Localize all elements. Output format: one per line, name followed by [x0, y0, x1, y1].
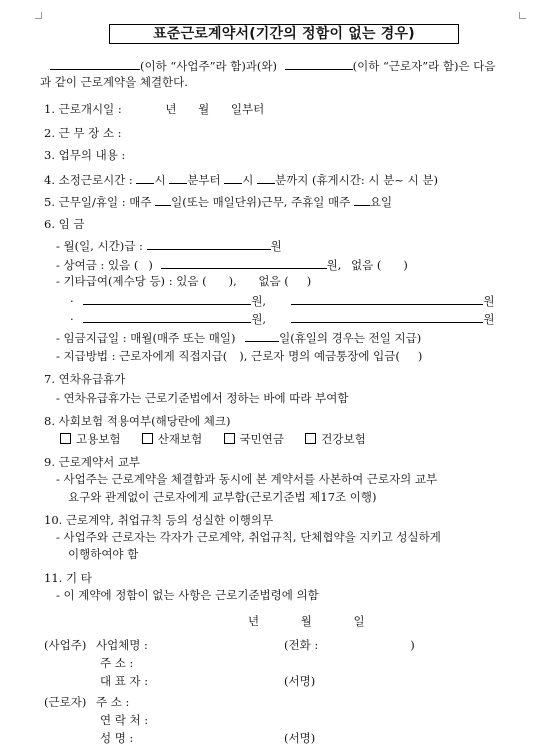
checkbox-icon[interactable]	[305, 433, 316, 444]
crop-mark-top-left	[35, 12, 42, 19]
employer-name-blank[interactable]	[50, 58, 140, 70]
intro-line-2: 과 같이 근로계약을 체결한다.	[40, 75, 188, 89]
contract-delivery-desc-1: - 사업주는 근로계약을 체결함과 동시에 본 계약서를 사본하여 근로자의 교부	[56, 472, 438, 486]
insurance-options	[60, 432, 366, 447]
insurance-option-health[interactable]: 건강보험	[305, 432, 365, 446]
end-hour-blank[interactable]	[224, 172, 242, 184]
intro-line-1: (이하 “사업주”라 함)과(와) (이하 “근로자”라 함)은 다음	[50, 58, 495, 74]
others-desc: - 이 계약에 정함이 없는 사항은 근로기준법령에 의함	[56, 588, 319, 602]
item-workdays: 5. 근무일/휴일 : 매주 일(또는 매일단위)근무, 주휴일 매주 요일	[44, 195, 393, 209]
employer-phone: (전화 : )	[284, 638, 415, 652]
other-pay-line: - 기타급여(제수당 등) : 있음 ( ), 없음 ( )	[56, 274, 312, 288]
worker-name: 성 명 :	[100, 731, 134, 745]
crop-mark-top-right	[519, 12, 526, 19]
contract-delivery-desc-2: 요구와 관계없이 근로자에게 교부함(근로기준법 제17조 이행)	[68, 490, 377, 504]
item-faithful-performance: 10. 근로계약, 취업규칙 등의 성실한 이행의무	[44, 513, 274, 527]
payment-method-line: - 지급방법 : 근로자에게 직접지급( ), 근로자 명의 예금통장에 입금( )	[56, 349, 423, 363]
item-working-hours: 4. 소정근로시간 : 시 분부터 시 분까지 (휴게시간: 시 분~ 시 분)	[44, 173, 438, 187]
weekly-holiday-blank[interactable]	[354, 194, 370, 206]
item-contract-delivery: 9. 근로계약서 교부	[44, 455, 141, 469]
item-start-date: 1. 근로개시일 : 년 월 일부터	[44, 102, 265, 116]
faithful-performance-desc-2: 이행하여야 함	[68, 547, 139, 561]
other-pay-3-blank[interactable]	[83, 311, 251, 323]
workdays-blank[interactable]	[155, 194, 171, 206]
checkbox-icon[interactable]	[60, 433, 71, 444]
item-others: 11. 기 타	[44, 571, 92, 585]
item-wage-heading: 6. 임 금	[44, 217, 85, 231]
bonus-amount-blank[interactable]	[161, 257, 327, 269]
insurance-option-employment[interactable]: 고용보험	[60, 432, 120, 446]
start-hour-blank[interactable]	[136, 172, 154, 184]
insurance-option-pension[interactable]: 국민연금	[224, 432, 284, 446]
item-workplace: 2. 근 무 장 소 :	[44, 126, 122, 140]
checkbox-icon[interactable]	[142, 433, 153, 444]
worker-signature: (서명)	[284, 731, 316, 745]
wage-monthly-line: - 월(일, 시간)급 : 원	[56, 239, 282, 253]
item-social-insurance: 8. 사회보험 적용여부(해당란에 체크)	[44, 414, 231, 428]
item-annual-leave: 7. 연차유급휴가	[44, 372, 126, 386]
worker-name-blank[interactable]	[285, 58, 353, 70]
employer-address: 주 소 :	[100, 656, 134, 670]
start-minute-blank[interactable]	[169, 172, 187, 184]
other-pay-1-blank[interactable]	[83, 293, 251, 305]
item-job-description: 3. 업무의 내용 :	[44, 148, 126, 162]
contract-date: 년 월 일	[248, 614, 365, 628]
payday-blank[interactable]	[245, 330, 279, 342]
wage-amount-blank[interactable]	[147, 238, 271, 250]
other-pay-row-1: · 원, 원	[70, 294, 495, 308]
employer-representative: 대 표 자 :	[100, 674, 149, 688]
insurance-option-accident[interactable]: 산재보험	[142, 432, 202, 446]
payday-line: - 임금지급일 : 매월(매주 또는 매일) 일(휴일의 경우는 전일 지급)	[56, 331, 422, 345]
end-minute-blank[interactable]	[257, 172, 275, 184]
bonus-line: - 상여금 : 있음 ( ) 원, 없음 ( )	[56, 258, 408, 272]
other-pay-4-blank[interactable]	[291, 311, 483, 323]
employer-company-line: (사업주) 사업체명 :	[44, 638, 148, 652]
document-title: 표준근로계약서(기간의 정함이 없는 경우)	[109, 24, 459, 44]
worker-contact: 연 락 처 :	[100, 713, 149, 727]
checkbox-icon[interactable]	[224, 433, 235, 444]
other-pay-row-2: · 원, 원	[70, 312, 495, 326]
faithful-performance-desc-1: - 사업주와 근로자는 각자가 근로계약, 취업규칙, 단체협약을 지키고 성실하게	[56, 530, 441, 544]
annual-leave-desc: - 연차유급휴가는 근로기준법에서 정하는 바에 따라 부여함	[56, 391, 349, 405]
worker-address-line: (근로자) 주 소 :	[44, 695, 130, 709]
employer-signature: (서명)	[284, 674, 316, 688]
other-pay-2-blank[interactable]	[291, 293, 483, 305]
